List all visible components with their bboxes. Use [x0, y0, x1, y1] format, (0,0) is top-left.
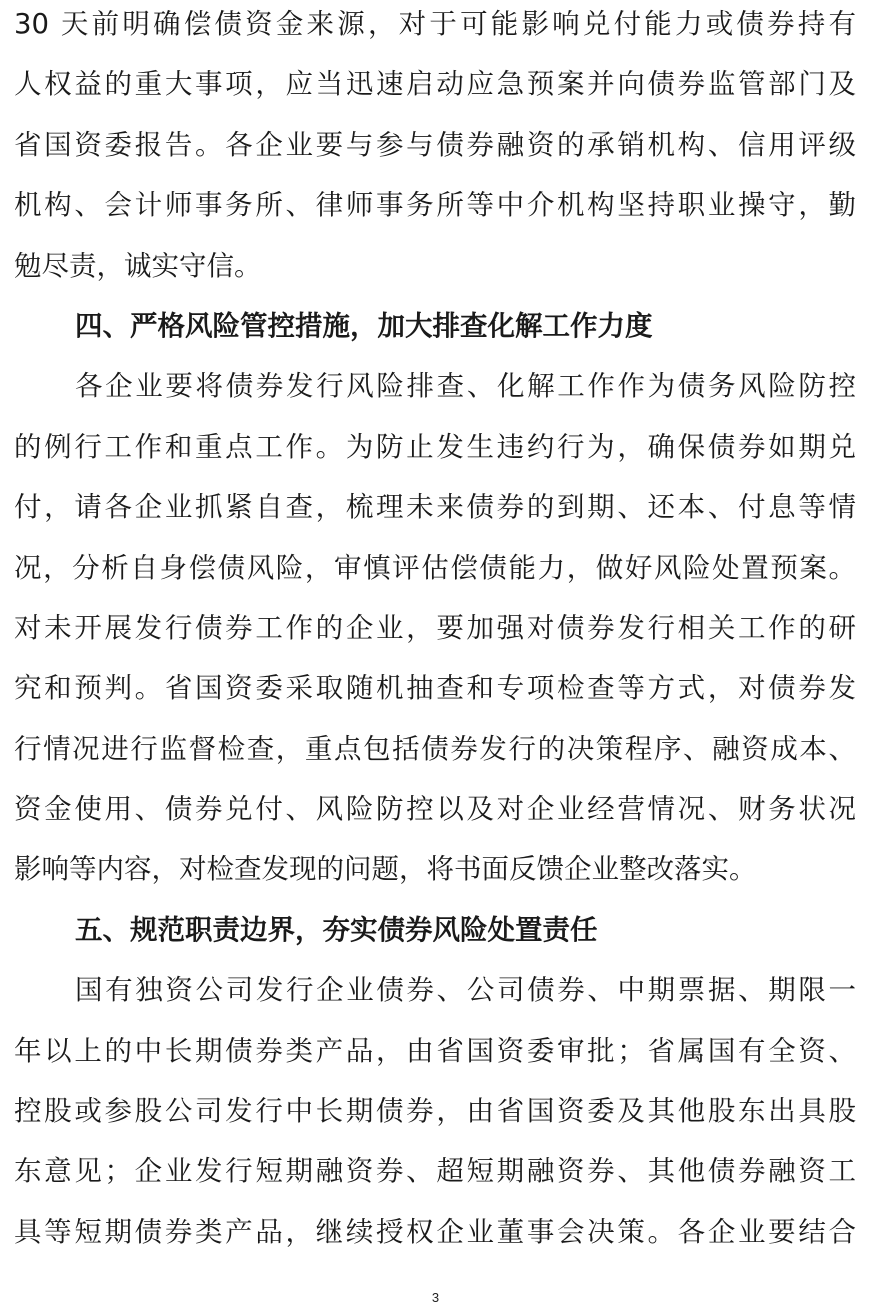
text-line: 资金使用、债券兑付、风险防控以及对企业经营情况、财务状况	[14, 793, 856, 826]
text-line: 机构、会计师事务所、律师事务所等中介机构坚持职业操守，勤	[14, 189, 856, 222]
text-line: 年以上的中长期债券类产品，由省国资委审批；省属国有全资、	[14, 1034, 856, 1067]
text-line: 付，请各企业抓紧自查，梳理未来债券的到期、还本、付息等情	[14, 491, 856, 524]
text-line: 具等短期债券类产品，继续授权企业董事会决策。各企业要结合	[14, 1215, 856, 1248]
text-line: 行情况进行监督检查，重点包括债券发行的决策程序、融资成本、	[14, 732, 856, 765]
text-line: 影响等内容，对检查发现的问题，将书面反馈企业整改落实。	[14, 853, 757, 886]
text-line: 30 天前明确偿债资金来源，对于可能影响兑付能力或债券持有	[14, 8, 856, 40]
text-line: 国有独资公司发行企业债券、公司债券、中期票据、期限一	[75, 974, 856, 1007]
text-line: 各企业要将债券发行风险排查、化解工作作为债务风险防控	[75, 370, 856, 403]
section-heading-four: 四、严格风险管控措施，加大排查化解工作力度	[75, 309, 653, 342]
paragraph-continuation	[14, 0, 856, 296]
section-heading-five: 五、规范职责边界，夯实债券风险处置责任	[75, 913, 598, 946]
text-line: 东意见；企业发行短期融资券、超短期融资券、其他债券融资工	[14, 1155, 856, 1188]
paragraph-section-five	[14, 960, 856, 1262]
text-line: 省国资委报告。各企业要与参与债券融资的承销机构、信用评级	[14, 128, 856, 161]
page-number: 3	[431, 1290, 440, 1305]
text-line: 人权益的重大事项，应当迅速启动应急预案并向债券监管部门及	[14, 68, 856, 101]
paragraph-section-four	[14, 356, 856, 900]
text-line: 控股或参股公司发行中长期债券，由省国资委及其他股东出具股	[14, 1095, 856, 1128]
text-line: 究和预判。省国资委采取随机抽查和专项检查等方式，对债券发	[14, 672, 856, 705]
document-page	[14, 0, 856, 1262]
text-line: 勉尽责，诚实守信。	[14, 249, 262, 282]
text-line: 的例行工作和重点工作。为防止发生违约行为，确保债券如期兑	[14, 430, 856, 463]
text-line: 对未开展发行债券工作的企业，要加强对债券发行相关工作的研	[14, 611, 856, 644]
text-line: 况，分析自身偿债风险，审慎评估偿债能力，做好风险处置预案。	[14, 551, 856, 584]
